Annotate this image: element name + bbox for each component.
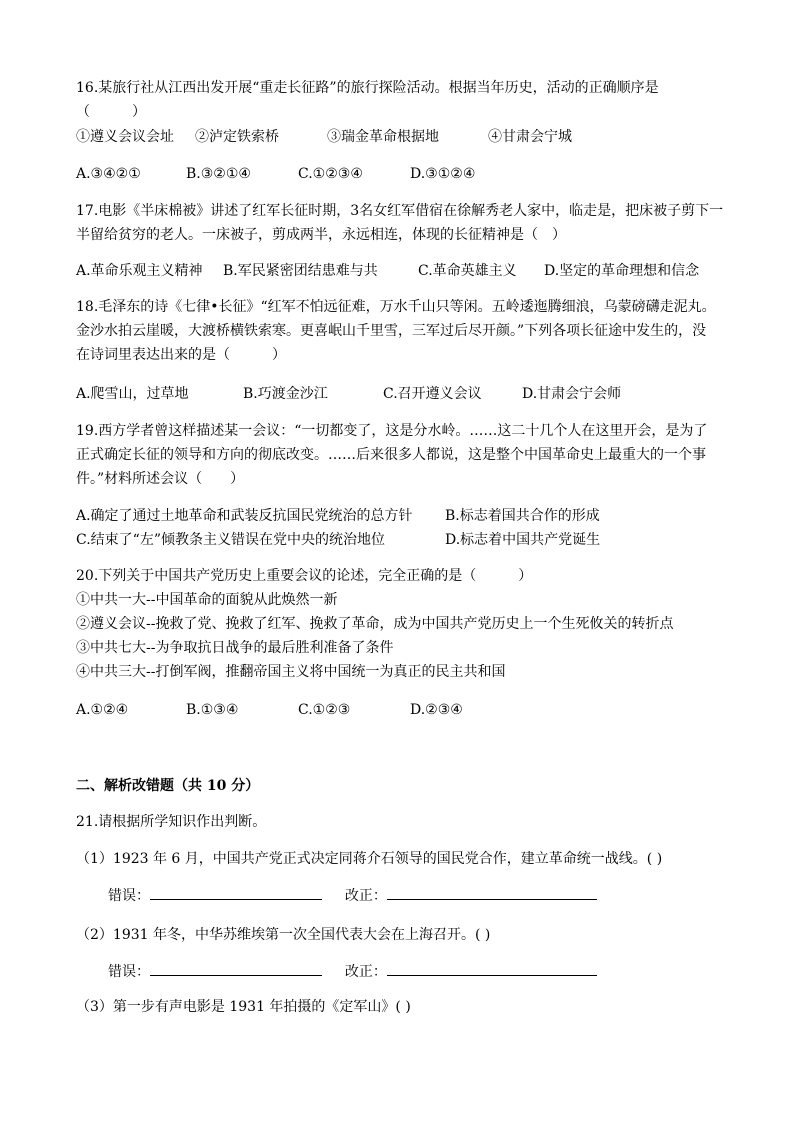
error-blank-1[interactable] <box>150 885 322 900</box>
q16-stem-line2: （ ） <box>76 104 146 120</box>
q17-option-c: C.革命英雄主义 <box>418 263 517 279</box>
q20-item-3: ③中共七大--为争取抗日战争的最后胜利准备了条件 <box>76 640 394 656</box>
q18-option-a: A.爬雪山，过草地 <box>76 386 189 402</box>
q16-item-3: ③瑞金革命根据地 <box>327 129 439 145</box>
q20-option-a: A.①②④ <box>76 702 129 718</box>
correct-blank-1[interactable] <box>387 885 597 900</box>
q16-option-c: C.①②③④ <box>298 166 363 182</box>
q19-option-b: B.标志着国共合作的形成 <box>445 508 600 524</box>
q17-option-b: B.军民紧密团结患难与共 <box>223 263 378 279</box>
q16-item-2: ②泸定铁索桥 <box>195 129 279 145</box>
q18-stem-line3: 在诗词里表达出来的是（ ） <box>76 347 286 363</box>
q20-stem: 20.下列关于中国共产党历史上重要会议的论述，完全正确的是（ ） <box>76 568 533 584</box>
q20-item-2: ②遵义会议--挽救了党、挽救了红军、挽救了革命，成为中国共产党历史上一个生死攸关的转折点 <box>76 616 674 632</box>
section2-heading: 二、解析改错题（共 10 分） <box>76 778 260 794</box>
q16-item-1: ①遵义会议会址 <box>76 129 174 145</box>
q20-option-b: B.①③④ <box>186 702 239 718</box>
q21-sub3: （3）第一步有声电影是 1931 年拍摄的《定军山》( ) <box>76 999 411 1015</box>
error-label: 错误： <box>108 964 150 980</box>
q21-sub1: （1）1923 年 6 月，中国共产党正式决定同蒋介石领导的国民党合作，建立革命统一战线。( ) <box>76 851 663 867</box>
q17-stem-line2: 半留给贫穷的老人。一床被子，剪成两半，永远相连，体现的长征精神是（ ） <box>76 227 566 243</box>
q18-option-c: C.召开遵义会议 <box>383 386 482 402</box>
q21-sub1-answer-row <box>108 885 597 906</box>
q16-option-d: D.③①②④ <box>410 166 476 182</box>
correct-blank-2[interactable] <box>387 961 597 976</box>
q20-item-4: ④中共三大--打倒军阀，推翻帝国主义将中国统一为真正的民主共和国 <box>76 664 506 680</box>
q18-option-b: B.巧渡金沙江 <box>243 386 328 402</box>
q16-option-b: B.③②①④ <box>186 166 251 182</box>
q19-option-a: A.确定了通过土地革命和武装反抗国民党统治的总方针 <box>76 508 413 524</box>
q19-stem-line2: 正式确定长征的领导和方向的彻底改变。……后来很多人都说，这是整个中国革命史上最重大的一个事 <box>76 447 706 463</box>
q19-stem-line1: 19.西方学者曾这样描述某一会议：“一切都变了，这是分水岭。……这二十几个人在这里开会，是为了 <box>76 423 708 439</box>
q18-option-d: D.甘肃会宁会师 <box>522 386 622 402</box>
q17-option-d: D.坚定的革命理想和信念 <box>544 263 700 279</box>
q16-item-4: ④甘肃会宁城 <box>488 129 572 145</box>
q18-stem-line1: 18.毛泽东的诗《七律•长征》“红军不怕远征难，万水千山只等闲。五岭逶迤腾细浪，乌蒙磅礴走泥丸。 <box>76 299 716 315</box>
q16-option-a: A.③④②① <box>76 166 141 182</box>
q20-option-d: D.②③④ <box>410 702 463 718</box>
error-blank-2[interactable] <box>150 961 322 976</box>
q18-stem-line2: 金沙水拍云崖暖，大渡桥横铁索寒。更喜岷山千里雪，三军过后尽开颜。”下列各项长征途中发生的，没 <box>76 323 707 339</box>
correct-label: 改正： <box>344 964 387 980</box>
q20-option-c: C.①②③ <box>298 702 351 718</box>
q21-sub2: （2）1931 年冬，中华苏维埃第一次全国代表大会在上海召开。( ) <box>76 927 491 943</box>
q17-stem-line1: 17.电影《半床棉被》讲述了红军长征时期，3名女红军借宿在徐解秀老人家中，临走是，把床被子剪下一 <box>76 203 724 219</box>
q20-item-1: ①中共一大--中国革命的面貌从此焕然一新 <box>76 592 338 608</box>
error-label: 错误： <box>108 888 150 904</box>
q21-sub2-answer-row <box>108 961 597 982</box>
q17-option-a: A.革命乐观主义精神 <box>76 263 203 279</box>
correct-label: 改正： <box>344 888 387 904</box>
q16-stem-line1: 16.某旅行社从江西出发开展“重走长征路”的旅行探险活动。根据当年历史，活动的正确顺序是 <box>76 80 659 96</box>
q19-stem-line3: 件。”材料所述会议（ ） <box>76 471 245 487</box>
q19-option-c: C.结束了“左”倾教条主义错误在党中央的统治地位 <box>76 532 385 548</box>
q21-stem: 21.请根据所学知识作出判断。 <box>76 814 267 830</box>
q19-option-d: D.标志着中国共产党诞生 <box>445 532 601 548</box>
